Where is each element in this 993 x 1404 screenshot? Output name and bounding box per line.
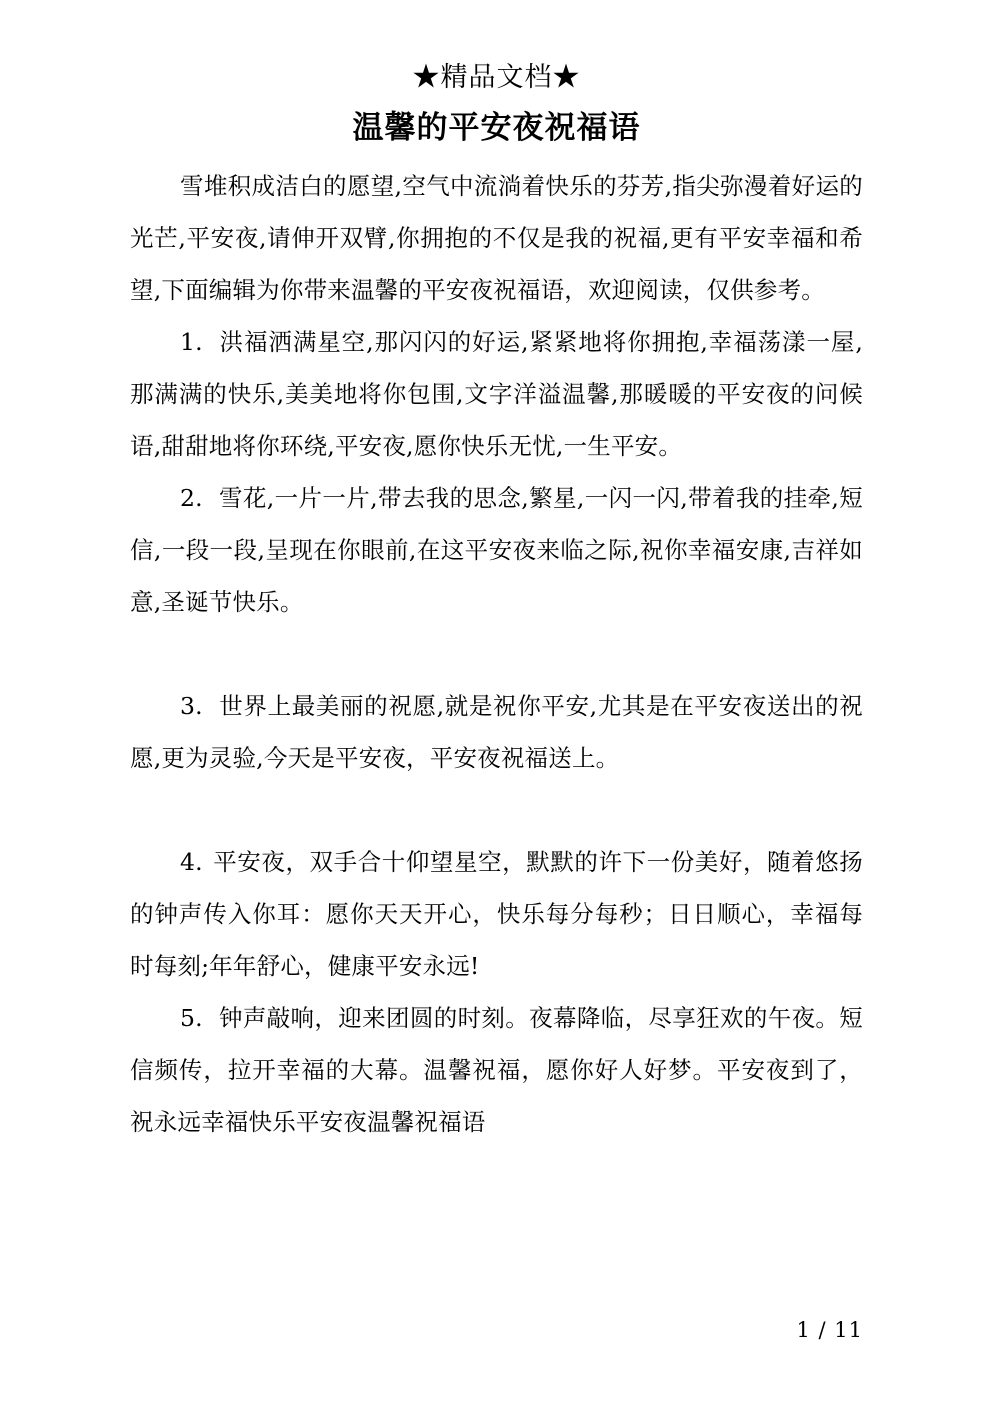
- list-item: [130, 992, 863, 1148]
- list-item: [130, 680, 863, 784]
- list-item-text: 雪花,一片一片,带去我的思念,繁星,一闪一闪,带着我的挂牵,短信,一段一段,呈现在你眼前,在这平安夜来临之际,祝你幸福安康,吉祥如意,圣诞节快乐。: [130, 484, 863, 617]
- list-item-number: 5.: [180, 1004, 203, 1033]
- list-item-number: 1.: [180, 328, 203, 357]
- list-item: [130, 316, 863, 472]
- document-body: [130, 160, 863, 1148]
- page-title: 温馨的平安夜祝福语: [352, 110, 641, 147]
- paragraph-spacer: [130, 628, 863, 680]
- list-item-text: 世界上最美丽的祝愿,就是祝你平安,尤其是在平安夜送出的祝愿,更为灵验,今天是平安夜，平安夜祝福送上。: [130, 692, 863, 773]
- list-item-number: 2.: [180, 484, 203, 513]
- document-header-mark: ★精品文档★: [412, 62, 581, 93]
- intro-paragraph: 雪堆积成洁白的愿望,空气中流淌着快乐的芬芳,指尖弥漫着好运的光芒,平安夜,请伸开双臂,你拥抱的不仅是我的祝福,更有平安幸福和希望,下面编辑为你带来温馨的平安夜祝福语，欢迎阅读，仅供参考。: [130, 172, 863, 305]
- list-item-text: 钟声敲响，迎来团圆的时刻。夜幕降临，尽享狂欢的午夜。短信频传，拉开幸福的大幕。温馨祝福，愿你好人好梦。平安夜到了，祝永远幸福快乐平安夜温馨祝福语: [130, 1004, 863, 1137]
- list-item: [130, 836, 863, 992]
- list-item-text: 平安夜，双手合十仰望星空，默默的许下一份美好，随着悠扬的钟声传入你耳：愿你天天开心，快乐每分每秒；日日顺心，幸福每时每刻;年年舒心，健康平安永远!: [130, 848, 863, 981]
- list-item: [130, 472, 863, 628]
- page-number: 1 / 11: [796, 1318, 863, 1342]
- list-item-number: 3.: [180, 692, 203, 721]
- list-item-text: 洪福洒满星空,那闪闪的好运,紧紧地将你拥抱,幸福荡漾一屋,那满满的快乐,美美地将你包围,文字洋溢温馨,那暖暖的平安夜的问候语,甜甜地将你环绕,平安夜,愿你快乐无忧,一生平安。: [130, 328, 863, 461]
- list-item-number: 4.: [180, 848, 203, 877]
- paragraph-spacer: [130, 784, 863, 836]
